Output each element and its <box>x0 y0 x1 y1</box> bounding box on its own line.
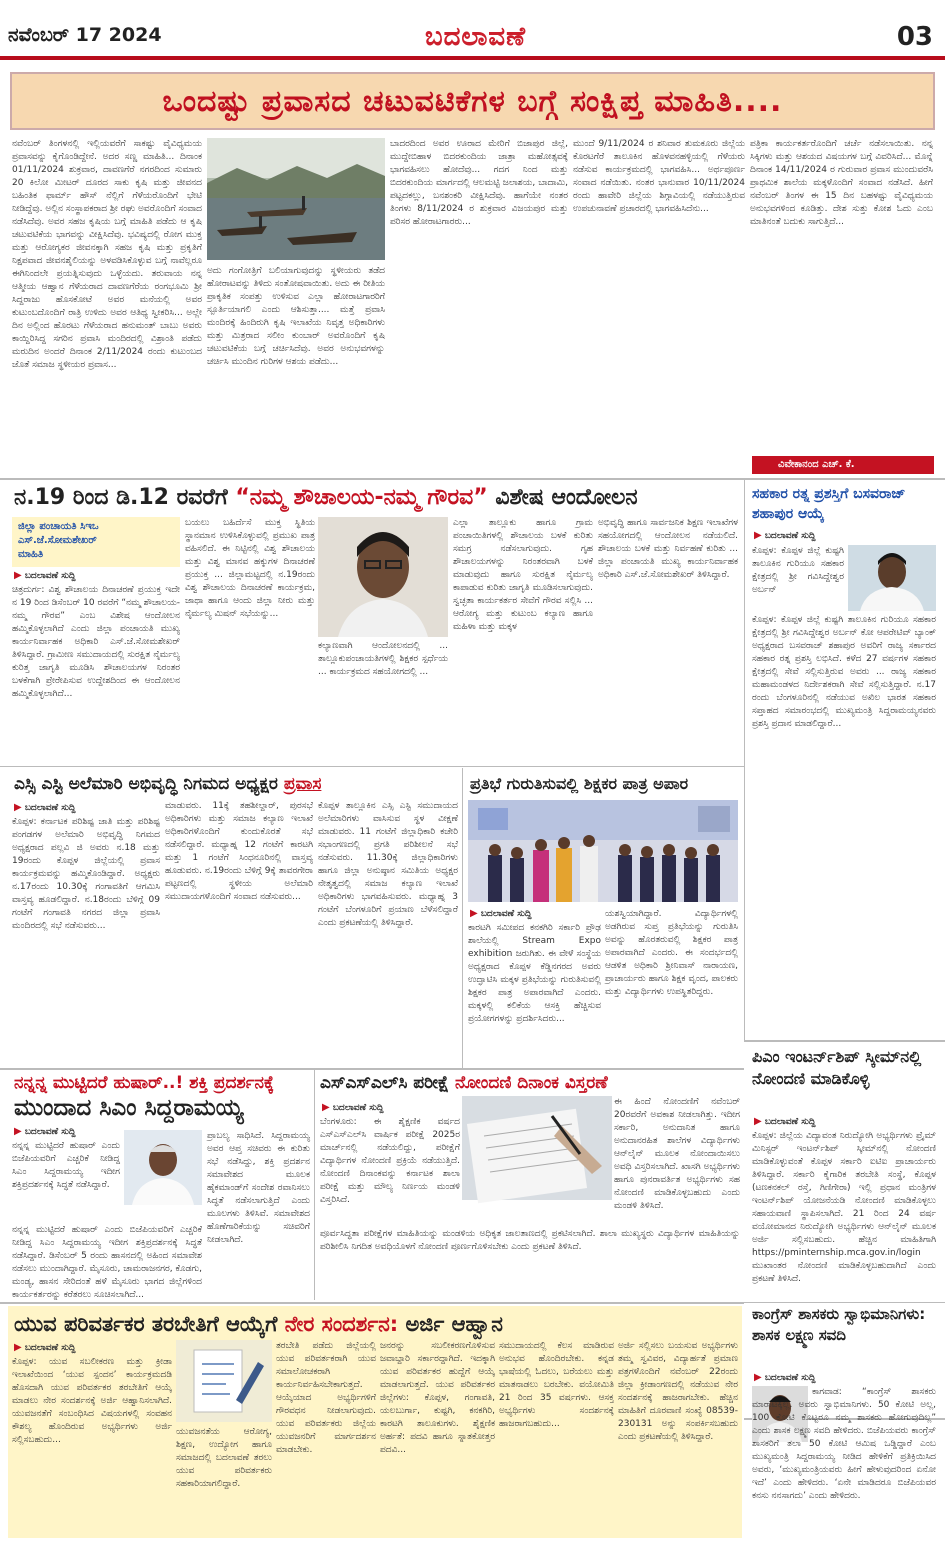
pm-internship-headline: ಪಿಎಂ ಇಂಟರ್ನ್‌ಶಿಪ್ ಸ್ಕೀಮ್‌ನಲ್ಲಿ ನೋಂದಣಿ ಮಾಡಿಕೊಳ್ಳಿ <box>752 1047 922 1088</box>
cm-headline-line-2: ಮುಂದಾದ ಸಿಎಂ ಸಿದ್ದರಾಮಯ್ಯ <box>14 1095 244 1121</box>
man-portrait-image <box>848 545 936 611</box>
person-portrait-image <box>318 517 448 637</box>
sslc-headline: ಎಸ್‌ಎಸ್‌ಎಲ್‌ಸಿ ಪರೀಕ್ಷೆ ನೋಂದಣಿ ದಿನಾಂಕ ವಿಸ್ತರಣೆ <box>320 1073 608 1093</box>
issue-date: ನವೆಂಬರ್ 17 2024 <box>8 24 162 46</box>
source-box: ಜಿಲ್ಲಾ ಪಂಚಾಯತಿ ಸಿಇಒ ಎಸ್.ಜೆ.ಸೋಮಶೇಖರ್ ಮಾಹಿತಿ <box>12 517 180 567</box>
youth-column-4: ಸಮುದಾಯದಲ್ಲಿ ಕೆಲಸ ಮಾಡಿರುವ ಅನುಭವ ಹೊಂದಿರಬೇಕು. ಕನ್ನಡ ಭಾಷೆಯಲ್ಲಿ ಓದಲು, ಬರೆಯಲು ಮತ್ತು ಮಾತನಾಡಲು ಬರಬೇಕು. ವಯೋಮಿತಿ 21 ರಿಂದ 35 ವರ್ಷಗಳು. ಆಸಕ್ತ ಅಭ್ಯರ್ಥಿಗಳು ಸಂದರ್ಶನಕ್ಕೆ ಹಾಜರಾಗಬಹುದು... <box>499 1341 614 1429</box>
youth-column-2: ತರಬೇತಿ ಪಡೆದು ಜಿಲ್ಲೆಯಲ್ಲಿ ಯುವ ಪರಿವರ್ತಕರಾಗಿ ಯುವ ಸಮಾಲೋಚಕರಾಗಿ ಕಾರ್ಯನಿರ್ವಹಿಸಬೇಕಾಗುತ್ತದೆ. ಆಯ್ಕೆಯಾದ ಅಭ್ಯರ್ಥಿಗಳಿಗೆ ಗೌರವಧನ ನೀಡಲಾಗುವುದು. ಯುವ ಪರಿವರ್ತಕರು ಜಿಲ್ಲೆಯ ಯುವಜನರಿಗೆ ಮಾರ್ಗದರ್ಶನ ಮಾಡಬೇಕು. <box>276 1341 376 1455</box>
youth-column-1: ಕೊಪ್ಪಳ: ಯುವ ಸಬಲೀಕರಣ ಮತ್ತು ಕ್ರೀಡಾ ಇಲಾಖೆಯಿಂದ ‘ಯುವ ಸ್ಪಂದನ’ ಕಾರ್ಯಕ್ರಮದಡಿ ಹೊಸದಾಗಿ ಯುವ ಪರಿವರ್ತಕರ ತರಬೇತಿಗೆ ಆಯ್ಕೆ ಮಾಡಲು ನೇರ ಸಂದರ್ಶನಕ್ಕೆ ಅರ್ಜಿ ಆಹ್ವಾನಿಸಲಾಗಿದೆ. ಯುವಜನತೆಗೆ ಸಂಬಂಧಿಸಿದ ವಿಷಯಗಳಲ್ಲಿ ಸಂವಹನ ಕೌಶಲ್ಯ ಹೊಂದಿರುವ ಅಭ್ಯರ್ಥಿಗಳು ಅರ್ಜಿ ಸಲ್ಲಿಸಬಹುದು... <box>12 1357 172 1445</box>
sc-st-headline: ಎಸ್ಸಿ ಎಸ್ಟಿ ಅಲೆಮಾರಿ ಅಭಿವೃದ್ಧಿ ನಿಗಮದ ಅಧ್ಯಕ್ಷರ ಪ್ರವಾಸ <box>14 774 322 794</box>
students-photo <box>468 800 738 902</box>
officer-portrait <box>318 517 448 637</box>
congress-byline: ▶ ಬದಲಾವಣೆ ಸುದ್ದಿ <box>754 1372 816 1383</box>
application-form-icon-box <box>176 1340 272 1422</box>
section-divider-7 <box>744 1302 945 1303</box>
cm-byline: ▶ ಬದಲಾವಣೆ ಸುದ್ದಿ <box>14 1126 76 1137</box>
pm-internship-body: ಕೊಪ್ಪಳ: ಜಿಲ್ಲೆಯ ವಿದ್ಯಾವಂತ ನಿರುದ್ಯೋಗಿ ಅಭ್ಯರ್ಥಿಗಳು ಪ್ರೈಮ್ ಮಿನಿಸ್ಟರ್ ಇಂಟರ್ನ್‌ಶಿಪ್ ಸ್ಕೀಮ್‌ನಲ್ಲಿ ನೋಂದಣಿ ಮಾಡಿಕೊಳ್ಳುವಂತೆ ಕೊಪ್ಪಳ ಸರ್ಕಾರಿ ಐಟಿಐ ಪ್ರಾಚಾರ್ಯರು ತಿಳಿಸಿದ್ದಾರೆ. ಸರ್ಕಾರಿ ಕೈಗಾರಿಕ ತರಬೇತಿ ಸಂಸ್ಥೆ, ಕೊಪ್ಪಳ (ಟಣಕನಕಲ್ ರಸ್ತೆ, ಗಿಣಿಗೇರಾ) ಇಲ್ಲಿ ಪ್ರಧಾನ ಮಂತ್ರಿಗಳ ಇಂಟರ್ನ್‌ಶಿಪ್ ಯೋಜನೆಯಡಿ ನೋಂದಣಿ ಮಾಡಿಕೊಳ್ಳಲು ಸಹಾಯವಾಣಿ ಸ್ಥಾಪಿಸಲಾಗಿದೆ. 21 ರಿಂದ 24 ವರ್ಷ ವಯೋಮಾನದ ನಿರುದ್ಯೋಗಿ ಅಭ್ಯರ್ಥಿಗಳು ಆನ್‌ಲೈನ್ ಮೂಲಕ ಅರ್ಜಿ ಸಲ್ಲಿಸಬಹುದು. ಹೆಚ್ಚಿನ ಮಾಹಿತಿಗಾಗಿ https://pminternship.mca.gov.in/login ಮುಖಾಂತರ ನೋಂದಣಿ ಮಾಡಿಕೊಳ್ಳಬಹುದಾಗಿದೆ ಎಂದು ಪ್ರಕಟಣೆ ತಿಳಿಸಿದೆ. <box>752 1131 936 1284</box>
students-group-image <box>468 800 738 902</box>
toilet-campaign-headline: ನ.19 ರಿಂದ ಡಿ.12 ರವರೆಗೆ “ನಮ್ಮ ಶೌಚಾಲಯ-ನಮ್ಮ ಗೌರವ” ವಿಶೇಷ ಆಂದೋಲನ <box>14 485 638 510</box>
teacher-headline: ಪ್ರತಿಭೆ ಗುರುತಿಸುವಲ್ಲಿ ಶಿಕ್ಷಕರ ಪಾತ್ರ ಅಪಾರ <box>470 774 689 793</box>
cm-portrait-image <box>124 1130 202 1205</box>
cm-column-1: ನನ್ನನ್ನ ಮುಟ್ಟಿದರೆ ಹುಷಾರ್ ಎಂದು ಬಿಜೆಪಿಯವರಿಗೆ ಎಚ್ಚರಿಕೆ ನೀಡಿದ್ದ ಸಿಎಂ ಸಿದ್ದರಾಮಯ್ಯ ಇದೀಗ ಶಕ್ತಿಪ್ರದರ್ಶನಕ್ಕೆ ಸಿದ್ಧತೆ ನಡೆಸಿದ್ದಾರೆ. ಡಿಸೆಂಬರ್ 5 ರಂದು ಹಾಸನದಲ್ಲಿ ಅಹಿಂದ ಸಮಾವೇಶ ನಡೆಸಲು ಮುಂದಾಗಿದ್ದಾರೆ. ಮೈಸೂರು, ಚಾಮರಾಜನಗರ, ಕೊಡಗು, ಮಂಡ್ಯ, ಹಾಸನ ಸೇರಿದಂತೆ ಹಳೆ ಮೈಸೂರು ಭಾಗದ ಜಿಲ್ಲೆಗಳಿಂದ ಕಾರ್ಯಕರ್ತರನ್ನು ಕರೆತರಲು ಸೂಚಿಸಲಾಗಿದೆ... <box>12 1225 202 1300</box>
section-divider-2 <box>0 766 744 767</box>
sc-st-column-2: ಮಾಡುವರು. 11ಕ್ಕೆ ತಹಶೀಲ್ದಾರ್, ಪುರಸಭೆ ಅಧಿಕಾರಿಗಳು ಮತ್ತು ಸಮಾಜ ಕಲ್ಯಾಣ ಇಲಾಖೆ ಅಧಿಕಾರಿಗಳೊಂದಿಗೆ ಕುಂದುಕೊರತೆ ಸಭೆ ನಡೆಸಲಿದ್ದಾರೆ. ಮಧ್ಯಾಹ್ನ 12 ಗಂಟೆಗೆ ಕಾರಟಗಿ ಮತ್ತು 1 ಗಂಟೆಗೆ ಸಿಂಧನೂರಿನಲ್ಲಿ ವಾಸ್ತವ್ಯ ಹೂಡುವರು. ನ.19ರಂದು ಬೆಳಿಗ್ಗೆ 9ಕ್ಕೆ ತಾವರಗೇರಾ ಪಟ್ಟಣದಲ್ಲಿ ಸ್ಥಳೀಯ ಅಲೆಮಾರಿ ಸಮುದಾಯಗಳೊಂದಿಗೆ ಸಂವಾದ ನಡೆಸುವರು... <box>165 801 313 902</box>
pm-internship-byline: ▶ ಬದಲಾವಣೆ ಸುದ್ದಿ <box>754 1116 816 1127</box>
toilet-column-2: ಬಯಲು ಬಹಿರ್ದೆಸೆ ಮುಕ್ತ ಸ್ಥಿತಿಯ ಸ್ಥಾನಮಾನ ಉಳಿಸಿಕೊಳ್ಳುವಲ್ಲಿ ಪ್ರಮುಖ ಪಾತ್ರ ವಹಿಸಲಿದೆ. ಈ ನಿಟ್ಟಿನಲ್ಲಿ ವಿಶ್ವ ಶೌಚಾಲಯ ಮತ್ತು ವಿಶ್ವ ಮಾನವ ಹಕ್ಕುಗಳ ದಿನಾಚರಣೆ ಪ್ರಯುಕ್ತ ... ಜಿಲ್ಲಾಮಟ್ಟದಲ್ಲಿ ನ.19ರಂದು ವಿಶ್ವ ಶೌಚಾಲಯ ದಿನಾಚರಣೆ ಕಾರ್ಯಕ್ರಮ, ಜಾಥಾ ಹಾಗೂ ಆಂದು ಜಿಲ್ಲಾ ನೀರು ಮತ್ತು ನೈರ್ಮಲ್ಯ ಮಿಷನ್ ಸಭೆಯನ್ನು... <box>185 518 315 619</box>
congress-body: ಕಾಗವಾಡ: “ಕಾಂಗ್ರೆಸ್ ಶಾಸಕರು ಮಾರಾಟಕ್ಕಿಲ್ಲ. ಅವರು ಸ್ವಾಭಿಮಾನಿಗಳು. 50 ಕೋಟಿ ಅಲ್ಲ, 100 ಕೋಟಿ ಕೊಟ್ಟರೂ ನಮ್ಮ ಶಾಸಕರು ಹೋಗುವುದಿಲ್ಲ” ಎಂದು ಶಾಸಕ ಲಕ್ಷ್ಮಣ ಸವದಿ ಹೇಳಿದರು. ಬಿಜೆಪಿಯವರು ಕಾಂಗ್ರೆಸ್ ಶಾಸಕರಿಗೆ ತಲಾ 50 ಕೋಟಿ ಆಮಿಷ ಒಡ್ಡಿದ್ದಾರೆ ಎಂಬ ಮುಖ್ಯಮಂತ್ರಿ ಸಿದ್ದರಾಮಯ್ಯ ನೀಡಿದ ಹೇಳಿಕೆಗೆ ಪ್ರತಿಕ್ರಿಯಿಸಿದ ಅವರು, ‘ಮುಖ್ಯಮಂತ್ರಿಯವರು ಹೀಗೆ ಹೇಳುವುದರಿಂದ ಏನೋ ಇದೆ’ ಎಂದು ಹೇಳಿದರು. ‘ಏನೇ ಮಾಡಿದರೂ ಬಿಜೆಪಿಯವರ ಕನಸು ನನಸಾಗದು’ ಎಂದು ಹೇಳಿದರು. <box>752 1387 936 1501</box>
column-rule-3 <box>314 1070 315 1300</box>
cm-column-1-top: ನನ್ನನ್ನ ಮುಟ್ಟಿದರೆ ಹುಷಾರ್ ಎಂದು ಬಿಜೆಪಿಯವರಿಗೆ ಎಚ್ಚರಿಕೆ ನೀಡಿದ್ದ ಸಿಎಂ ಸಿದ್ದರಾಮಯ್ಯ ಇದೀಗ ಶಕ್ತಿಪ್ರದರ್ಶನಕ್ಕೆ ಸಿದ್ಧತೆ ನಡೆಸಿದ್ದಾರೆ. <box>12 1141 120 1190</box>
teacher-byline: ▶ ಬದಲಾವಣೆ ಸುದ್ದಿ <box>470 908 532 919</box>
cooperative-headline: ಸಹಕಾರ ರತ್ನ ಪ್ರಶಸ್ತಿಗೆ ಬಸವರಾಜ್ ಶಹಾಪುರ ಆಯ್ಕೆ <box>752 486 906 522</box>
cm-headline-line-1: ನನ್ನನ್ನ ಮುಟ್ಟಿದರೆ ಹುಷಾರ್..! ಶಕ್ತಿ ಪ್ರದರ್ಶನಕ್ಕೆ <box>14 1073 274 1093</box>
masthead-rule <box>0 56 945 60</box>
section-divider <box>0 478 945 480</box>
cooperative-byline: ▶ ಬದಲಾವಣೆ ಸುದ್ದಿ <box>754 530 816 541</box>
travel-column-3: ಬಾದರದಿಂದ ಅವರ ಊರಾದ ಮೇರಿಗೆ ಬಿಜಾಪುರ ಜಿಲ್ಲೆ, ಮುದ್ದೇಬಿಹಾಳ ಬಿದರಕುಂದಿಯ ಜಾತ್ರಾ ಮಹೋತ್ಸವಕ್ಕೆ ಭಾಗವಹಿಸಲು ಹೋದೆವು... ಗದಗ ನಿಂದ ಮತ್ತು ಬಿದರಕುಂದಿಯ ಮಾರ್ಗದಲ್ಲಿ ಆಲಮಟ್ಟಿ ಜಲಾಶಯ, ಬಾದಾಮಿ, ಪಟ್ಟದಕಲ್ಲು, ಬನಶಂಕರಿ ವೀಕ್ಷಿಸಿದೆವು. ಹಾಗೆಯೇ ನಂತರ ತಿಂಗಳು 8/11/2024 ರ ಶುಕ್ರವಾರ ವಿಜಯಪುರ ಮತ್ತು ಪರಿಸರ ಹೋರಾಟಗಾರರು... <box>390 139 568 227</box>
author-tag <box>752 456 934 474</box>
newspaper-logo: ಬದಲಾವಣೆ <box>425 22 527 52</box>
cm-photo <box>124 1130 202 1205</box>
sslc-column-1: ಬೆಂಗಳೂರು: ಈ ಶೈಕ್ಷಣಿಕ ವರ್ಷದ ಎಸ್‌ಎಸ್‌ಎಲ್‌ಸಿ ವಾರ್ಷಿಕ ಪರೀಕ್ಷೆ 2025ರ ಮಾರ್ಚ್‌ನಲ್ಲಿ ನಡೆಯಲಿದ್ದು, ಪರೀಕ್ಷೆಗೆ ವಿದ್ಯಾರ್ಥಿಗಳ ನೋಂದಣಿ ಪ್ರಕ್ರಿಯೆ ನಡೆಯುತ್ತಿದೆ. ನೋಂದಣಿ ದಿನಾಂಕವನ್ನು ಕರ್ನಾಟಕ ಶಾಲಾ ಪರೀಕ್ಷೆ ಮತ್ತು ಮೌಲ್ಯ ನಿರ್ಣಯ ಮಂಡಳಿ ವಿಸ್ತರಿಸಿದೆ. <box>320 1117 460 1205</box>
travel-column-1: ನವೆಂಬರ್ ತಿಂಗಳನಲ್ಲಿ ಇಲ್ಲಿಯವರೆಗೆ ಸಾಕಷ್ಟು ವೈವಿಧ್ಯಮಯ ಪ್ರವಾಸವನ್ನು ಕೈಗೊಂಡಿದ್ದೇನೆ. ಅದರ ಸಣ್ಣ ಮಾಹಿತಿ... ದಿನಾಂಕ 01/11/2024 ಶುಕ್ರವಾರ, ದಾವಣಗೆರೆ ನಗರದಿಂದ ಸುಮಾರು 20 ಕಿಲೋ ಮೀಟರ್ ದೂರದ ಸಾಕು ಕೃಷಿ ಮತ್ತು ಜೀವನದ ಬಹಿಂತಿಕ ಫಾರ್ಮ್ ಹೌಸ್ ನೆಲ್ಲಿಗೆ ಗೆಳೆಯರೊಂದಿಗೆ ಭೇಟಿ ನೀಡಿದ್ದೆವು. ಅಲ್ಲಿನ ಸಂಸ್ಥಾಪಕರಾದ ಶ್ರೀ ರಘು ಅವರೊಂದಿಗೆ ಸಂವಾದ ನಡೆಸಿದೆವು. ಅವರ ಸಹಜ ಕೃಷಿಯ ಬಗ್ಗೆ ಮಾಹಿತಿ ಪಡೆದು ಆ ಕೃಷಿ ಚಟುವಟಿಕೆಯ ಭಾಗವನ್ನು ವೀಕ್ಷಿಸಿದೆವು. ಭವಿಷ್ಯದಲ್ಲಿ ರೋಗ ಮುಕ್ತ ಮತ್ತು ಆರೋಗ್ಯಕರ ಜೀವನಕ್ಕಾಗಿ ಸಹಜ ಕೃಷಿ ಮತ್ತು ಪ್ರಕೃತಿಗೆ ನಿಕ್ಷಪವಾದ ಜೀವನಶೈಲಿಯನ್ನು ಅಳವಡಿಸಿಕೊಳ್ಳುವ ಬಗ್ಗೆ ನಾವೆಲ್ಲರೂ ಈಗಿನಿಂದಲೇ ಪ್ರಯತ್ನಿಸುವುದು ಒಳ್ಳೆಯದು. ತರುವಾಯ ನನ್ನ ಆತ್ಮೀಯ ಆಹ್ವಾನ ಗೆಳೆಯರಾದ ದಾವಣಗೆರೆಯ ರಂಗಭೂಮಿ ಶ್ರೀ ಸಿದ್ದರಾಜು ಹೊಸಕೋಟೆ ಅವರ ಮನೆಯಲ್ಲಿ ಅವರ ಕುಟುಂಬದೊಂದಿಗೆ ರಾತ್ರಿ ಉಳಿದು ಅವರ ಆತಿಥ್ಯ ಸ್ವೀಕರಿಸಿ... ಅಲ್ಲೇ ದಿನ ಅಲ್ಲಿಂದ ಹೊರಟು ಗೆಳೆಯರಾದ ಹನುಮಂತ್ ಬಾಬು ಅವರು ಕಾಯ್ದಿರಿಸಿದ್ದ ಸಗರಿನ ಪ್ರವಾಸಿ ಮಂದಿರದಲ್ಲಿ ವಿಶ್ರಾಂತಿ ಪಡೆದು ಮರುದಿನ ಅಂದರೆ ದಿನಾಂಕ 2/11/2024 ರಂದು ಕುಟುಂಬದ ಜೊತೆ ಸಮಾಜ ಸ್ಥಳೀಯರ ಪ್ರವಾಸ... <box>12 139 203 370</box>
youth-column-3: ಜನರನ್ನು ಸಬಲೀಕರಣಗೊಳಿಸುವ ಜವಾಬ್ದಾರಿ ಸರ್ಕಾರದ್ದಾಗಿದೆ. ಇದಕ್ಕಾಗಿ ಯುವ ಪರಿವರ್ತಕರ ಹುದ್ದೆಗೆ ಆಯ್ಕೆ ಮಾಡಲಾಗುತ್ತದೆ. ಯುವ ಪರಿವರ್ತಕರ ಜಿಲ್ಲೆಗಳು: ಕೊಪ್ಪಳ, ಗಂಗಾವತಿ, ಯಲಬುರ್ಗಾ, ಕುಷ್ಟಗಿ, ಕನಕಗಿರಿ, ಕಾರಟಗಿ ತಾಲೂಕುಗಳು. ಶೈಕ್ಷಣಿಕ ಅರ್ಹತೆ: ಪದವಿ ಹಾಗೂ ಸ್ನಾತಕೋತ್ತರ ಪದವಿ... <box>380 1341 495 1455</box>
author-name: ವಿವೇಕಾನಂದ ಎಚ್. ಕೆ. <box>778 459 855 470</box>
sslc-continuation: ಪೂರ್ವಸಿದ್ಧತಾ ಪರೀಕ್ಷೆಗಳ ಮಾಹಿತಿಯನ್ನು ಮಂಡಳಿಯ ಅಧಿಕೃತ ಜಾಲತಾಣದಲ್ಲಿ ಪ್ರಕಟಿಸಲಾಗಿದೆ. ಶಾಲಾ ಮುಖ್ಯಸ್ಥರು ವಿದ್ಯಾರ್ಥಿಗಳ ಮಾಹಿತಿಯನ್ನು ಪರಿಶೀಲಿಸಿ ನಿಗದಿತ ಅವಧಿಯೊಳಗೆ ನೋಂದಣಿ ಪೂರ್ಣಗೊಳಿಸಬೇಕು ಎಂದು ಪ್ರಕಟಣೆ ತಿಳಿಸಿದೆ. <box>320 1229 740 1252</box>
boats-on-lake-image <box>207 138 385 260</box>
travel-headline-banner <box>10 72 935 130</box>
column-rule-2 <box>462 768 463 1068</box>
teacher-column-2: ಯಶಸ್ವಿಯಾಗಿದ್ದಾರೆ. ವಿದ್ಯಾರ್ಥಿಗಳಲ್ಲಿ ಅಡಗಿರುವ ಸುಪ್ತ ಪ್ರತಿಭೆಯನ್ನು ಗುರುತಿಸಿ ಅವನ್ನು ಹೊರತರುವಲ್ಲಿ ಶಿಕ್ಷಕರ ಪಾತ್ರ ಅಪಾರವಾಗಿದೆ ಎಂದರು. ಈ ಸಂದರ್ಭದಲ್ಲಿ ಆಡಳಿತ ಅಧಿಕಾರಿ ಶ್ರೀನಿವಾಸ್ ನಾರಾಯಣ, ಪ್ರಾಚಾರ್ಯರು ಹಾಗೂ ಶಿಕ್ಷಕ ವೃಂದ, ಪಾಲಕರು ಮತ್ತು ವಿದ್ಯಾರ್ಥಿಗಳು ಉಪಸ್ಥಿತರಿದ್ದರು. <box>605 909 738 997</box>
toilet-caption: ಕಲ್ಯಾಣವಾಗಿ ಆಂದೋಲನದಲ್ಲಿ ... ತಾಲ್ಲೂಕುಪಂಚಾಯತಿಗಳಲ್ಲಿ ಶಿಕ್ಷಕರ ಸ್ಪರ್ಧೆಯ ... ಕಾರ್ಯಕ್ರಮದ ಸಹಯೋಗದಲ್ಲಿ ... <box>318 641 448 677</box>
travel-headline: ಒಂದಷ್ಟು ಪ್ರವಾಸದ ಚಟುವಟಿಕೆಗಳ ಬಗ್ಗೆ ಸಂಕ್ಷಿಪ್ತ ಮಾಹಿತಿ.... <box>162 83 783 119</box>
section-divider-6 <box>0 1302 744 1304</box>
teacher-column-1: ಕಾರಟಗಿ ಸಮೀಪದ ಕನಕಗಿರಿ ಸರ್ಕಾರಿ ಪ್ರೌಢ ಶಾಲೆಯಲ್ಲಿ Stream Expo exhibition ಜರುಗಿತು. ಈ ವೇಳೆ ಸಂಸ್ಥೆಯ ಅಧ್ಯಕ್ಷರಾದ ಕೊಪ್ಪಳ ಕೆಡ್ಡಿನಗರದ ಅವರು ಉದ್ಘಾಟಿಸಿ ಮಕ್ಕಳ ಪ್ರತಿಭೆಯನ್ನು ಗುರುತಿಸುವಲ್ಲಿ ಶಿಕ್ಷಕರ ಪಾತ್ರ ಅಪಾರವಾಗಿದೆ ಎಂದರು. ಮಕ್ಕಳಲ್ಲಿ ಕಲಿಕೆಯ ಆಸಕ್ತಿ ಹೆಚ್ಚಿಸುವ ಪ್ರಯೋಗಗಳನ್ನು ಪ್ರದರ್ಶಿಸಿದರು... <box>468 923 601 1024</box>
sslc-column-2: ಈ ಹಿಂದೆ ನೋಂದಣಿಗೆ ನವೆಂಬರ್ 20ರವರೆಗೆ ಅವಕಾಶ ನೀಡಲಾಗಿತ್ತು. ಇದೀಗ ಸರ್ಕಾರಿ, ಅನುದಾನಿತ ಹಾಗೂ ಅನುದಾನರಹಿತ ಶಾಲೆಗಳ ವಿದ್ಯಾರ್ಥಿಗಳು ಆನ್‌ಲೈನ್ ಮೂಲಕ ನೋಂದಾಯಿಸಲು ಅವಧಿ ವಿಸ್ತರಿಸಲಾಗಿದೆ. ಖಾಸಗಿ ಅಭ್ಯರ್ಥಿಗಳು ಹಾಗೂ ಪುನರಾವರ್ತಿತ ಅಭ್ಯರ್ಥಿಗಳು ಸಹ ನೋಂದಣಿ ಮಾಡಿಕೊಳ್ಳಬಹುದು ಎಂದು ಮಂಡಳಿ ತಿಳಿಸಿದೆ. <box>614 1097 740 1211</box>
toilet-column-3: ಎಲ್ಲಾ ತಾಲ್ಲೂಕು ಹಾಗೂ ಗ್ರಾಮ ಪಂಚಾಯಿತಿಗಳಲ್ಲಿ ಶೌಚಾಲಯ ಬಳಕೆ ಕುರಿತು ಸಮಗ್ರ ನಡೆಸಲಾಗುವುದು. ಗೃಹ ಶೌಚಾಲಯಗಳನ್ನು ನಿರಂತರವಾಗಿ ಬಳಕೆ ಮಾಡುವುದು ಹಾಗೂ ಸುರಕ್ಷಿತ ನೈರ್ಮಲ್ಯ ಕಾಪಾಡುವ ಕುರಿತು ಜಾಗೃತಿ ಮೂಡಿಸಲಾಗುವುದು. ಸ್ವಚ್ಛತಾ ಕಾರ್ಯಕರ್ತರ ಸೇವೆಗೆ ಗೌರವ ಸಲ್ಲಿಸಿ ... ಆರೋಗ್ಯ ಮತ್ತು ಕುಟುಂಬ ಕಲ್ಯಾಣ ಹಾಗೂ ಮಹಿಳಾ ಮತ್ತು ಮಕ್ಕಳ <box>453 518 593 632</box>
masthead <box>0 0 945 60</box>
youth-headline: ಯುವ ಪರಿವರ್ತಕರ ತರಬೇತಿಗೆ ಆಯ್ಕೆಗೆ ನೇರ ಸಂದರ್ಶನ: ಅರ್ಜಿ ಆಹ್ವಾನ <box>14 1312 503 1336</box>
section-divider-4 <box>0 1068 744 1070</box>
cooperative-body: ಕೊಪ್ಪಳ: ಕೊಪ್ಪಳ ಜಿಲ್ಲೆ ಕುಷ್ಟಗಿ ತಾಲೂಕಿನ ಗುರಿಯೂ ಸಹಕಾರ ಕ್ಷೇತ್ರದಲ್ಲಿ ಶ್ರೀ ಗವಿಸಿದ್ದೇಶ್ವರ ಅರ್ಬನ್ ಕೋ ಆಪರೇಟಿವ್ ಬ್ಯಾಂಕ್ ಅಧ್ಯಕ್ಷರಾದ ಬಸವರಾಜ್ ಶಹಾಪುರ ಅವರಿಗೆ ರಾಜ್ಯ ಸರ್ಕಾರದ ಸಹಕಾರ ರತ್ನ ಪ್ರಶಸ್ತಿ ಲಭಿಸಿದೆ. ಕಳೆದ 27 ವರ್ಷಗಳ ಸಹಕಾರ ಕ್ಷೇತ್ರದಲ್ಲಿ ಸೇವೆ ಸಲ್ಲಿಸುತ್ತಿರುವ ಅವರು ... ರಾಜ್ಯ ಸಹಕಾರ ಮಹಾಮಂಡಳದ ನಿರ್ದೇಶಕರಾಗಿ ಸೇವೆ ಸಲ್ಲಿಸುತ್ತಿದ್ದಾರೆ. ನ.17 ರಂದು ಬೆಂಗಳೂರಿನಲ್ಲಿ ನಡೆಯುವ ಅಖಿಲ ಭಾರತ ಸಹಕಾರ ಸಪ್ತಾಹದ ಸಮಾರಂಭದಲ್ಲಿ ಮುಖ್ಯಮಂತ್ರಿ ಸಿದ್ದರಾಮಯ್ಯನವರು ಪ್ರಶಸ್ತಿ ಪ್ರದಾನ ಮಾಡಲಿದ್ದಾರೆ... <box>752 615 936 729</box>
sslc-photo <box>462 1096 612 1200</box>
travel-column-4: ಮುಂದೆ 9/11/2024 ರ ಶನಿವಾರ ತುಮಕೂರು ಜಿಲ್ಲೆಯ ಕೊರಟಗೆರೆ ತಾಲೂಕಿನ ಹೊಳವನಹಳ್ಳಿಯಲ್ಲಿ ಗೆಳೆಯರು ನಡೆಸುವ ಕಾರ್ಯಕ್ರಮದಲ್ಲಿ ಭಾಗವಹಿಸಿ... ಅರ್ಥಪೂರ್ಣ ಸಂವಾದ ನಡೆಯಿತು. ನಂತರ ಭಾನುವಾರ 10/11/2024 ರಂದು ಹಾವೇರಿ ಜಿಲ್ಲೆಯ ಶಿಗ್ಗಾವಿಯಲ್ಲಿ ನಡೆಯುತ್ತಿರುವ ಉಪಚುನಾವಣೆ ಪ್ರಚಾರದಲ್ಲಿ ಭಾಗವಹಿಸಿದೆನು... <box>573 139 745 214</box>
cm-column-2: ಪ್ರಾಬಲ್ಯ ಸಾಧಿಸಿದೆ. ಸಿದ್ದರಾಮಯ್ಯ ಅವರ ಆಪ್ತ ಸಚಿವರು ಈ ಕುರಿತು ಸಭೆ ನಡೆಸಿದ್ದು, ಶಕ್ತಿ ಪ್ರದರ್ಶನ ಸಮಾವೇಶದ ಮೂಲಕ ಹೈಕಮಾಂಡ್‌ಗೆ ಸಂದೇಶ ರವಾನಿಸಲು ಸಿದ್ಧತೆ ನಡೆಸಲಾಗುತ್ತಿದೆ ಎಂದು ಮೂಲಗಳು ತಿಳಿಸಿವೆ. ಸಮಾವೇಶದ ಹೊಣೆಗಾರಿಕೆಯನ್ನು ಸಚಿವರಿಗೆ ನೀಡಲಾಗಿದೆ. <box>207 1131 310 1245</box>
travel-column-5: ಪತ್ರಿಕಾ ಕಾರ್ಯಕರ್ತರೊಂದಿಗೆ ಚರ್ಚೆ ನಡೆಸಲಾಯಿತು. ನನ್ನ ಸಿಕ್ಕಿಗಳು ಮತ್ತು ಆಶಯದ ವಿಷಯಗಳ ಬಗ್ಗೆ ವಿವರಿಸಿದೆ... ಮೊನ್ನೆ ದಿನಾಂಕ 14/11/2024 ರ ಗುರುವಾರ ಪ್ರವಾಸ ಮುಂದುವರೆಸಿ ಪ್ರಾಥಮಿಕ ಶಾಲೆಯ ಮಕ್ಕಳೊಂದಿಗೆ ಸಂವಾದ ನಡೆಸಿದೆ. ಹೀಗೆ ನವೆಂಬರ್ ತಿಂಗಳ ಈ 15 ದಿನ ಬಹಳಷ್ಟು ವೈವಿಧ್ಯಮಯ ಅನುಭವಗಳಿಂದ ಕೂಡಿತ್ತು. ದೇಶ ಸುತ್ತು ಕೋಶ ಓದು ಎಂಬ ಮಾತಿನಂತೆ ಬದುಕು ಸಾಗುತ್ತಿದೆ... <box>750 139 933 227</box>
column-rule <box>744 480 745 1040</box>
application-form-icon <box>176 1340 272 1422</box>
toilet-column-4: ಅಭಿವೃದ್ಧಿ ಹಾಗೂ ಸಾರ್ವಜನಿಕ ಶಿಕ್ಷಣ ಇಲಾಖೆಗಳ ಸಹಯೋಗದಲ್ಲಿ ಆಂದೋಲನ ನಡೆಯಲಿದೆ. ಶೌಚಾಲಯ ಬಳಕೆ ಮತ್ತು ನಿರ್ವಹಣೆ ಕುರಿತು ... ಜಿಲ್ಲಾ ಪಂಚಾಯತಿ ಮುಖ್ಯ ಕಾರ್ಯನಿರ್ವಾಹಕ ಅಧಿಕಾರಿ ಎಸ್.ಜೆ.ಸೋಮಶೇಖರ್ ತಿಳಿಸಿದ್ದಾರೆ. <box>598 518 738 580</box>
cooperative-body-intro: ಕೊಪ್ಪಳ: ಕೊಪ್ಪಳ ಜಿಲ್ಲೆ ಕುಷ್ಟಗಿ ತಾಲೂಕಿನ ಗುರಿಯೂ ಸಹಕಾರ ಕ್ಷೇತ್ರದಲ್ಲಿ ಶ್ರೀ ಗವಿಸಿದ್ದೇಶ್ವರ ಅರ್ಬನ್ <box>752 546 844 595</box>
youth-column-5: ಅರ್ಜಿ ಸಲ್ಲಿಸಲು ಬಯಸುವ ಅಭ್ಯರ್ಥಿಗಳು ತಮ್ಮ ಸ್ವವಿವರ, ವಿದ್ಯಾರ್ಹತೆ ಪ್ರಮಾಣ ಪತ್ರಗಳೊಂದಿಗೆ ನವೆಂಬರ್ 22ರಂದು ಜಿಲ್ಲಾ ಕ್ರೀಡಾಂಗಣದಲ್ಲಿ ನಡೆಯುವ ನೇರ ಸಂದರ್ಶನಕ್ಕೆ ಹಾಜರಾಗಬೇಕು. ಹೆಚ್ಚಿನ ಮಾಹಿತಿಗೆ ದೂರವಾಣಿ ಸಂಖ್ಯೆ 08539-230131 ಅನ್ನು ಸಂಪರ್ಕಿಸಬಹುದು ಎಂದು ಪ್ರಕಟಣೆಯಲ್ಲಿ ತಿಳಿಸಿದ್ದಾರೆ. <box>618 1341 738 1442</box>
page-number: 03 <box>896 22 933 52</box>
travel-column-2: ಅದು ಗಂಗೋತ್ರಿಗೆ ಬಲಿಯಾಗುವುದನ್ನು ಸ್ಥಳೀಯರು ತಡೆದ ಹೋರಾಟವನ್ನು ತಿಳಿದು ಸಂತೋಷವಾಯಿತು. ಅದು ಈ ರೀತಿಯ ಪ್ರಾಕೃತಿಕ ಸಂಪತ್ತು ಉಳಿಸುವ ಎಲ್ಲಾ ಹೋರಾಟಗಾರರಿಗೆ ಸ್ಪೂರ್ತಿಯಾಗಲಿ ಎಂದು ಆಶಿಸುತ್ತಾ.... ಮತ್ತೆ ಪ್ರವಾಸಿ ಮಂದಿರಕ್ಕೆ ಹಿಂದಿರುಗಿ ಕೃಷಿ ಇಲಾಖೆಯ ನಿವೃತ್ತ ಅಧಿಕಾರಿಗಳು ಮತ್ತು ಮಿತ್ರರಾದ ಸಲೀಂ ಕುಂಬಾರ್ ಅವರೊಂದಿಗೆ ಕೃಷಿ ಚಟುವಟಿಕೆಯ ಬಗ್ಗೆ ಚರ್ಚಿಸಿದೆವು. ಅವರ ಅನುಭವಗಳನ್ನು ಚರ್ಚಿಸಿ ಮುಂದಿನ ಗುರಿಗಳ ಆಶಯ ಪಡೆದು... <box>207 266 385 367</box>
youth-column-2b: ಯುವಜನತೆಯ ಆರೋಗ್ಯ, ಶಿಕ್ಷಣ, ಉದ್ಯೋಗ ಹಾಗೂ ಸಮಾಜದಲ್ಲಿ ಬದಲಾವಣೆ ತರಲು ಯುವ ಪರಿವರ್ತಕರು ಸಹಕಾರಿಯಾಗಲಿದ್ದಾರೆ. <box>176 1427 272 1489</box>
sc-st-column-1: ಕೊಪ್ಪಳ: ಕರ್ನಾಟಕ ಪರಿಶಿಷ್ಟ ಜಾತಿ ಮತ್ತು ಪರಿಶಿಷ್ಟ ಪಂಗಡಗಳ ಅಲೆಮಾರಿ ಅಭಿವೃದ್ಧಿ ನಿಗಮದ ಅಧ್ಯಕ್ಷರಾದ ಪಲ್ಲವಿ ಜಿ ಅವರು ನ.18 ಮತ್ತು 19ರಂದು ಕೊಪ್ಪಳ ಜಿಲ್ಲೆಯಲ್ಲಿ ಪ್ರವಾಸ ಕಾರ್ಯಕ್ರಮವನ್ನು ಹಮ್ಮಿಕೊಂಡಿದ್ದಾರೆ. ಅಧ್ಯಕ್ಷರು ನ.17ರಂದು 10.30ಕ್ಕೆ ಗಂಗಾವತಿಗೆ ಆಗಮಿಸಿ ವಾಸ್ತವ್ಯ ಹೂಡಲಿದ್ದಾರೆ. ನ.18ರಂದು ಬೆಳಿಗ್ಗೆ 09 ಗಂಟೆಗೆ ಗಂಗಾವತಿ ನಗರದ ಜಿಲ್ಲಾ ಪ್ರವಾಸಿ ಮಂದಿರದಲ್ಲಿ ಸಭೆ ನಡೆಸುವರು... <box>12 817 160 931</box>
sc-st-column-3: ಕೊಪ್ಪಳ ತಾಲ್ಲೂಕಿನ ಎಸ್ಸಿ ಎಸ್ಟಿ ಸಮುದಾಯದ ಅಲೆಮಾರಿಗಳು ವಾಸಿಸುವ ಸ್ಥಳ ವೀಕ್ಷಣೆ ಮಾಡುವರು. 11 ಗಂಟೆಗೆ ಜಿಲ್ಲಾಧಿಕಾರಿ ಕಚೇರಿ ಸಭಾಂಗಣದಲ್ಲಿ ಪ್ರಗತಿ ಪರಿಶೀಲನೆ ಸಭೆ ನಡೆಸುವರು. 11.30ಕ್ಕೆ ಜಿಲ್ಲಾಧಿಕಾರಿಗಳು ಹಾಗೂ ಜಿಲ್ಲಾ ಅನುಷ್ಠಾನ ಸಮಿತಿಯ ಅಧ್ಯಕ್ಷರ ನೇತೃತ್ವದಲ್ಲಿ ಸಮಾಜ ಕಲ್ಯಾಣ ಇಲಾಖೆ ಅಧಿಕಾರಿಗಳು ಭಾಗವಹಿಸುವರು. ಮಧ್ಯಾಹ್ನ 3 ಗಂಟೆಗೆ ಬೆಂಗಳೂರಿಗೆ ಪ್ರಯಾಣ ಬೆಳೆಸಲಿದ್ದಾರೆ ಎಂದು ಪ್ರಕಟಣೆಯಲ್ಲಿ ತಿಳಿಸಿದ್ದಾರೆ. <box>318 801 458 928</box>
travel-photo <box>207 138 385 260</box>
sc-st-byline: ▶ ಬದಲಾವಣೆ ಸುದ್ದಿ <box>14 802 76 813</box>
youth-byline: ▶ ಬದಲಾವಣೆ ಸುದ್ದಿ <box>14 1342 76 1353</box>
awardee-photo <box>848 545 936 611</box>
exam-writing-image <box>462 1096 612 1200</box>
toilet-byline: ▶ ಬದಲಾವಣೆ ಸುದ್ದಿ <box>14 570 76 581</box>
congress-headline: ಕಾಂಗ್ರೆಸ್ ಶಾಸಕರು ಸ್ವಾಭಿಮಾನಿಗಳು: ಶಾಸಕ ಲಕ್ಷ್ಮಣ ಸವದಿ <box>752 1304 936 1346</box>
sslc-byline: ▶ ಬದಲಾವಣೆ ಸುದ್ದಿ <box>322 1102 384 1113</box>
section-divider-3 <box>744 1040 945 1042</box>
toilet-column-1: ಚಿತ್ರದುರ್ಗ: ವಿಶ್ವ ಶೌಚಾಲಯ ದಿನಾಚರಣೆ ಪ್ರಯುಕ್ತ ಇದೇ ನ 19 ರಿಂದ ಡಿಸೆಂಬರ್ 10 ರವರೆಗೆ “ನಮ್ಮ ಶೌಚಾಲಯ-ನಮ್ಮ ಗೌರವ” ಎಂಬ ವಿಶೇಷ ಆಂದೋಲನ ಹಮ್ಮಿಕೊಳ್ಳಲಾಗಿದೆ ಎಂದು ಜಿಲ್ಲಾ ಪಂಚಾಯತಿ ಮುಖ್ಯ ಕಾರ್ಯನಿರ್ವಾಹಕ ಅಧಿಕಾರಿ ಎಸ್.ಜೆ.ಸೋಮಶೇಖರ್ ತಿಳಿಸಿದ್ದಾರೆ. ಗ್ರಾಮೀಣ ಸಮುದಾಯದಲ್ಲಿ ಸುರಕ್ಷಿತ ನೈರ್ಮಲ್ಯ ಕುರಿತ್ತ ಜಾಗೃತಿ ಮೂಡಿಸಿ ಶೌಚಾಲಯಗಳ ನಿರಂತರ ಬಳಕೆಗಾಗಿ ಪ್ರೇರೇಪಿಸುವ ಉದ್ದೇಶದಿಂದ ಈ ಆಂದೋಲನ ಹಮ್ಮಿಕೊಳ್ಳಲಾಗಿದೆ... <box>12 585 180 699</box>
